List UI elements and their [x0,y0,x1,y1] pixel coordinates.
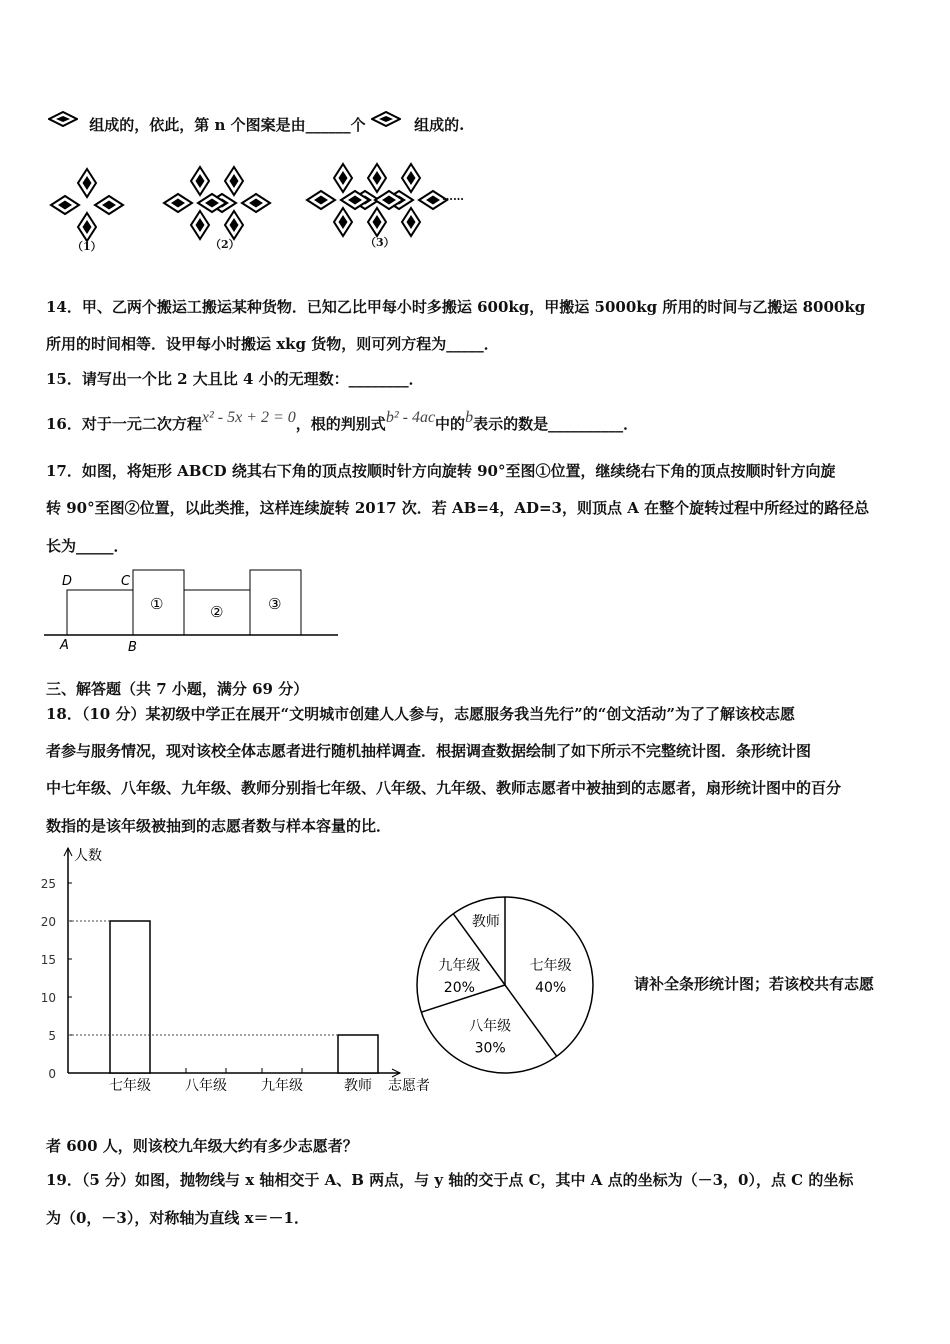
y-tick-label: 15 [40,953,56,967]
label-1: ① [150,595,164,613]
q17-line-1: 17．如图，将矩形 ABCD 绕其右下角的顶点按顺时针方向旋转 90°至图①位置，继续绕右下角的顶点按顺时针方向旋 [46,462,836,480]
pie-slice-label: 九年级 [438,958,481,975]
ellipsis: …… [442,190,464,203]
pie-slice-label: 八年级 [469,1018,512,1035]
q14-line-2: 所用的时间相等．设甲每小时搬运 xkg 货物，则可列方程为_____． [46,335,499,353]
label-D: D [62,574,73,589]
fig-label-1: （1） [72,240,102,253]
pie-slice-percent: 40% [535,980,567,997]
pie-chart [410,890,600,1080]
label-C: C [121,574,131,589]
x-tick-label: 七年级 [109,1078,151,1094]
y-tick-label: 10 [40,991,56,1005]
discriminant: b² - 4ac [385,409,436,426]
q16-line: 16．对于一元二次方程x² - 5x + 2 = 0，根的判别式b² - 4ac中的b表示的数是__________． [46,409,639,433]
q18-line-4: 数指的是该年级被抽到的志愿者数与样本容量的比． [46,817,392,835]
x-axis-label: 志愿者 [388,1078,430,1094]
fig-label-2: （2） [210,238,240,251]
q18-line-2: 者参与服务情况，现对该校全体志愿者进行随机抽样调查．根据调查数据绘制了如下所示不完整统计图．条形统计图 [46,742,812,760]
label-3: ③ [268,595,282,613]
q15-line: 15．请写出一个比 2 大且比 4 小的无理数：________． [46,370,424,388]
pie-slice-percent: 20% [443,980,475,997]
q19-line-2: 为（0，－3），对称轴为直线 x＝－1． [46,1209,309,1227]
bar [338,1035,378,1073]
pie-slice-label: 教师 [471,914,500,931]
fig-label-3: （3） [365,236,395,249]
pie-slice-label: 七年级 [529,958,572,975]
y-tick-label: 25 [40,877,56,891]
pie-slice-percent: 30% [474,1040,506,1057]
q14-line-1: 14．甲、乙两个搬运工搬运某种货物．已知乙比甲每小时多搬运 600kg，甲搬运 5000kg 所用的时间与乙搬运 8000kg [46,298,866,316]
q18-line-5: 者 600 人，则该校九年级大约有多少志愿者？ [46,1137,358,1155]
q13-line: 组成的，依此，第 n 个图案是由______个 组成的. [48,114,464,135]
bar-chart [40,840,450,1100]
q17-line-3: 长为_____． [46,537,129,555]
label-B: B [128,640,137,655]
q19-line-1: 19．（5 分）如图，抛物线与 x 轴相交于 A、B 两点，与 y 轴的交于点 C，其中 A 点的坐标为（－3，0），点 C 的坐标 [46,1171,854,1189]
x-tick-label: 教师 [344,1078,372,1094]
q18-line-3: 中七年级、八年级、九年级、教师分别指七年级、八年级、九年级、教师志愿者中被抽到的志愿者，扇形统计图中的百分 [46,779,842,797]
diamond-pattern-icon [48,111,78,127]
bar [110,921,150,1073]
q18-side-text: 请补全条形统计图；若该校共有志愿 [634,975,875,993]
q18-line-1: 18．（10 分）某初级中学正在展开“文明城市创建人人参与，志愿服务我当先行”的“创文活动”为了了解该校志愿 [46,705,795,723]
rotation-figure [44,565,340,657]
y-axis-label: 人数 [74,848,102,864]
diamond-pattern-icon [371,111,401,127]
pattern-figures [40,160,490,260]
equation: x² - 5x + 2 = 0 [201,409,296,426]
y-tick-label: 0 [48,1067,56,1081]
label-2: ② [210,603,224,621]
q17-line-2: 转 90°至图②位置，以此类推，这样连续旋转 2017 次．若 AB=4，AD=3，则顶点 A 在整个旋转过程中所经过的路径总 [46,499,870,517]
section-heading: 三、解答题（共 7 小题，满分 69 分） [46,680,309,698]
y-tick-label: 20 [40,915,56,929]
label-A: A [60,638,69,653]
x-tick-label: 九年级 [261,1078,303,1094]
x-tick-label: 八年级 [185,1078,227,1094]
y-tick-label: 5 [48,1029,56,1043]
